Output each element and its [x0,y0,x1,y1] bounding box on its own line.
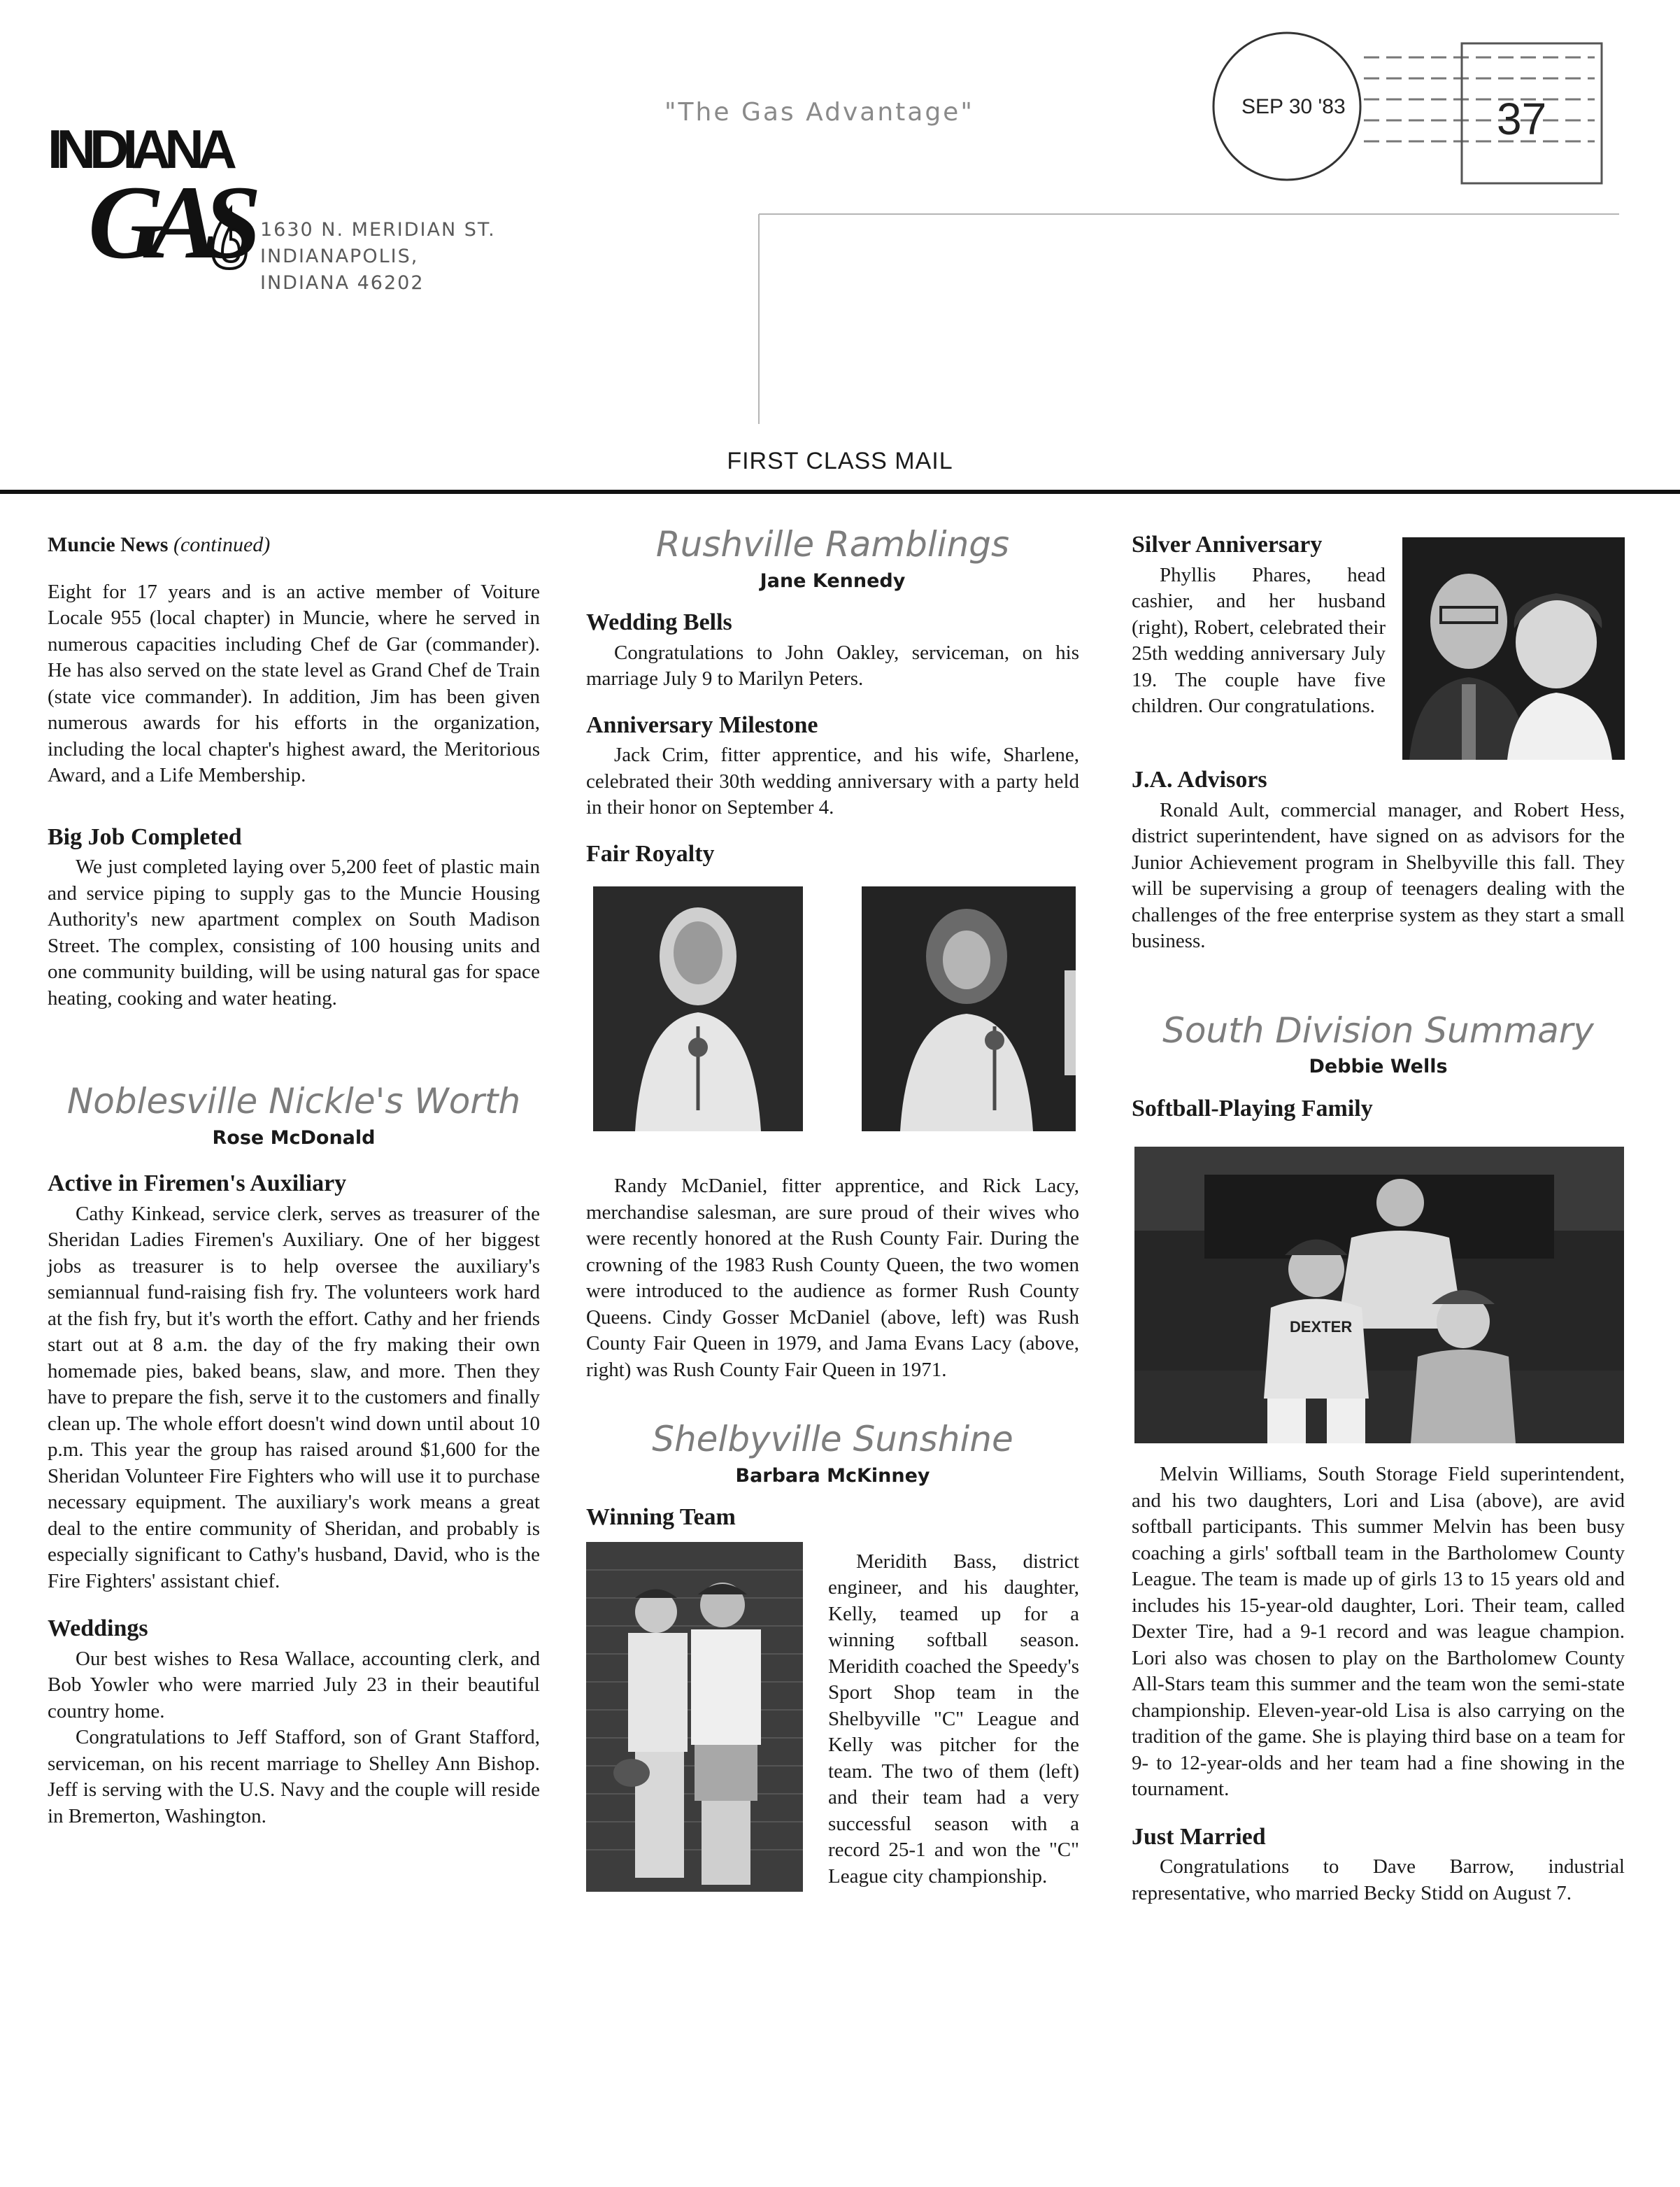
article-paragraph: Meridith Bass, district engineer, and his daughter, Kelly, teamed up for a winning softball season. Meridith coached the Speedy's Sport Shop team in the Shelbyville "C" League and Kelly was pitcher for the team. The two of them (left) and their team had a very successful season with a record 25-1 and won the "C" League city championship. [828,1550,1079,1888]
address-line: 1630 N. MERIDIAN ST. [260,219,496,241]
article-paragraph: Cathy Kinkead, service clerk, serves as treasurer of the Sheridan Ladies Firemen's Auxiliary. One of her biggest jobs as treasurer is to help oversee the auxiliary's semiannual fund-raising fish fry. The volunteers work hard at the fish fry, but it's worth the effort. Cathy and her friends start out at 8 a.m. the day of the fry making their own homemade pies, baked beans, slaw, and more. Then they have to prepare the fish, serve it to the customers and finally clean up. The whole effort doesn't wind down until about 10 p.m. This year the group has raised around $1,600 for the Sheridan Volunteer Fire Fighters who will use it to purchase necessary equipment. The auxiliary's work means a great deal to the entire community of Sheridan, and probably is especially significant to Cathy's husband, David, who is the Fire Fighters' assistant chief. [48,1202,540,1592]
article-paragraph: Jack Crim, fitter apprentice, and his wife, Sharlene, celebrated their 30th wedding anniversary with a party held in their honor on September 4. [586,744,1079,819]
section-title-shelbyville: Shelbyville Sunshine [652,1419,1013,1459]
headline-winning-team: Winning Team [586,1504,736,1530]
article-paragraph: We just completed laying over 5,200 feet of plastic main and service piping to supply gas to the Muncie Housing Authority's new apartment complex on South Madison Street. The complex, consisting of 100 housing units and one community building, will be using natural gas for space heating, cooking and water heating. [48,856,540,1010]
photo-fair-queen-left [593,886,803,1131]
kicker-label: Muncie News [48,533,169,556]
byline: Jane Kennedy [760,569,906,592]
section-title-noblesville: Noblesville Nickle's Worth [66,1081,521,1121]
article-paragraph: Congratulations to Jeff Stafford, son of Grant Stafford, serviceman, on his recent marriage to Shelley Ann Bishop. Jeff is serving with the U.S. Navy and the couple will reside in Bremerton, Washington. [48,1726,540,1827]
headline-anniversary: Anniversary Milestone [586,712,818,738]
headline-fair-royalty: Fair Royalty [586,840,715,867]
article-paragraph: Our best wishes to Resa Wallace, accounting clerk, and Bob Yowler who were married July 23 in their beautiful country home. [48,1647,540,1722]
envelope-window-outline [752,207,1626,431]
photo-fair-queen-right [862,886,1076,1131]
column-right [1132,532,1625,1906]
headline-big-job: Big Job Completed [48,823,242,850]
byline: Debbie Wells [1309,1056,1448,1077]
svg-text:INDIANA: INDIANA [48,125,231,180]
address-line: INDIANA 46202 [260,272,425,294]
headline-silver-anniversary: Silver Anniversary [1132,532,1323,558]
article-paragraph: Ronald Ault, commercial manager, and Robert Hess, district superintendent, have signed on as advisors for the Junior Achievement program in Shelbyville this fall. They will be supervising a group of teenagers dealing with the challenges of the free enterprise system as they start a small business. [1132,798,1625,952]
photo-silver-anniversary-couple [1402,537,1625,760]
article-paragraph: Randy McDaniel, fitter apprentice, and Rick Lacy, merchandise salesman, are sure proud of their wives who were recently honored at the Rush County Fair. During the crowning of the 1983 Rush County Queen, the two women were introduced to the audience as former Rush County Queens. Cindy Gosser McDaniel (above, left) was Rush County Fair Queen in 1979, and Jama Evans Lacy (above, right) was Rush County Fair Queen in 1971. [586,1175,1079,1381]
svg-text:GAS: GAS [88,164,246,281]
column-middle [586,524,1079,1899]
photo-shirt-text: DEXTER [1290,1318,1353,1336]
byline: Rose McDonald [212,1126,376,1149]
headline-softball-family: Softball-Playing Family [1132,1095,1373,1121]
article-paragraph: Eight for 17 years and is an active member of Voiture Locale 955 (local chapter) in Muncie, where he served in numerous capacities including Chef de Gar (commander). He has also served on the state level as Grand Chef de Train (state vice commander). In addition, Jim has been given numerous awards for his efforts in the organization, including the local chapter's highest award, the Meritorious Award, and a Life Membership. [48,580,540,786]
continued-kicker [48,532,540,558]
address-line: INDIANAPOLIS, [260,246,419,267]
company-address [260,217,496,297]
article-paragraph: Congratulations to John Oakley, serviceman, on his marriage July 9 to Marilyn Peters. [586,641,1079,690]
first-class-mail: FIRST CLASS MAIL [727,448,953,474]
postmark-stamp [1168,15,1616,190]
section-title-south-division: South Division Summary [1162,1010,1594,1051]
header-rule [0,490,1680,494]
fair-queens-photos [586,886,1079,1152]
postage-amount: 37 [1497,94,1547,144]
column-left [48,532,540,1829]
photo-winning-team [586,1542,803,1892]
photo-softball-family [1134,1147,1624,1443]
article-paragraph: Melvin Williams, South Storage Field superintendent, and his two daughters, Lori and Lisa (above), are avid softball participants. This summer Melvin has been busy coaching a girls' softball team in the Bartholomew County League. The team is made up of girls 13 to 15 years old and includes his 15-year-old daughter, Lori. Their team, called Dexter Tire, had a 9-1 record and was league champion. Lori also was chosen to play on the Bartholomew County All-Stars team this summer and the team won the semi-state championship. Eleven-year-old Lisa is also carrying on the tradition of the game. She is playing third base on a team for 9- to 12-year-olds and her team had a fine showing in the tournament. [1132,1463,1625,1800]
headline-wedding-bells: Wedding Bells [586,609,732,635]
article-paragraph: Congratulations to Dave Barrow, industrial representative, who married Becky Stidd on August 7. [1132,1855,1625,1904]
headline-weddings: Weddings [48,1615,148,1641]
headline-just-married: Just Married [1132,1823,1266,1850]
section-title-rushville: Rushville Ramblings [655,524,1010,565]
indiana-gas-logo [48,125,278,292]
article-paragraph: Phyllis Phares, head cashier, and her husband (right), Robert, celebrated their 25th wedding anniversary July 19. The couple have five children. Our congratulations. [1132,563,1386,717]
kicker-note: (continued) [173,533,271,556]
headline-firemen: Active in Firemen's Auxiliary [48,1170,347,1196]
postmark-date: SEP 30 '83 [1241,95,1346,118]
tagline: "The Gas Advantage" [664,98,974,127]
headline-ja-advisors: J.A. Advisors [1132,767,1267,793]
byline: Barbara McKinney [735,1464,930,1487]
